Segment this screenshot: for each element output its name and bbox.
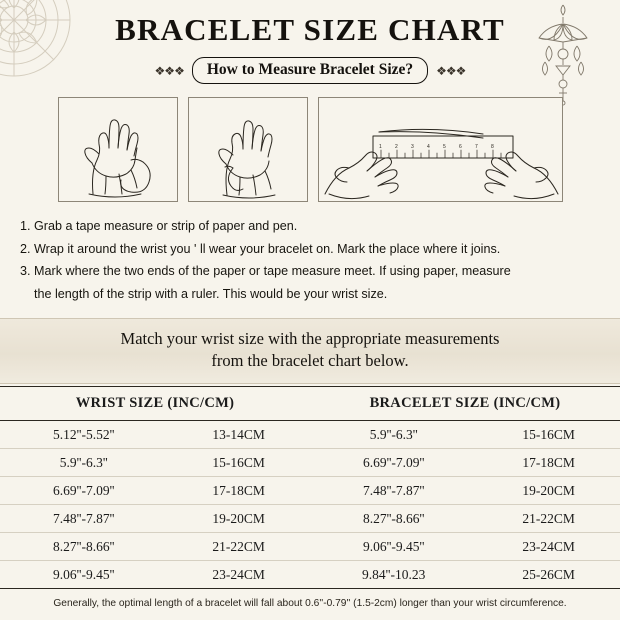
- cell-bracelet-cm: 15-16CM: [477, 421, 620, 449]
- svg-text:4: 4: [426, 144, 430, 150]
- table-row: [0, 421, 620, 449]
- cell-wrist-inch: 5.9''-6.3'': [0, 449, 167, 477]
- cell-wrist-cm: 17-18CM: [167, 477, 310, 505]
- subtitle-badge: How to Measure Bracelet Size?: [192, 57, 428, 84]
- svg-text:1: 1: [378, 144, 382, 150]
- step-2: 2. Wrap it around the wrist you ' ll wear your bracelet on. Mark the place where it joins.: [20, 241, 501, 256]
- cell-wrist-cm: 15-16CM: [167, 449, 310, 477]
- band-line-1: Match your wrist size with the appropriate measurements: [120, 328, 500, 348]
- cell-bracelet-cm: 23-24CM: [477, 533, 620, 561]
- table-row: [0, 505, 620, 533]
- cell-wrist-cm: 23-24CM: [167, 561, 310, 589]
- cell-wrist-inch: 6.69''-7.09'': [0, 477, 167, 505]
- band-line-2: from the bracelet chart below.: [211, 350, 409, 370]
- cell-wrist-inch: 9.06''-9.45'': [0, 561, 167, 589]
- cell-bracelet-cm: 19-20CM: [477, 477, 620, 505]
- measurement-steps: [20, 216, 600, 306]
- svg-text:7: 7: [474, 144, 478, 150]
- cell-bracelet-cm: 17-18CM: [477, 449, 620, 477]
- cell-wrist-inch: 5.12''-5.52'': [0, 421, 167, 449]
- hand-paper-strip-drawing-icon: [189, 98, 309, 203]
- svg-text:6: 6: [458, 144, 462, 150]
- svg-text:3: 3: [410, 144, 414, 150]
- page-title: BRACELET SIZE CHART: [115, 12, 505, 47]
- step-1: 1. Grab a tape measure or strip of paper and pen.: [20, 219, 298, 233]
- cell-wrist-inch: 7.48''-7.87'': [0, 505, 167, 533]
- cell-bracelet-inch: 6.69''-7.09'': [310, 449, 477, 477]
- step-3: 3. Mark where the two ends of the paper or tape measure meet. If using paper, measure: [20, 264, 511, 279]
- instruction-illustrations: [0, 97, 620, 202]
- hand-tape-drawing-icon: [59, 98, 179, 203]
- table-row: [0, 477, 620, 505]
- cell-bracelet-inch: 9.84''-10.23: [310, 561, 477, 589]
- cell-bracelet-cm: 21-22CM: [477, 505, 620, 533]
- cell-bracelet-inch: 5.9''-6.3'': [310, 421, 477, 449]
- match-instruction-band: [0, 318, 620, 385]
- illustration-hand-with-paper-strip: [188, 97, 308, 202]
- subtitle-row: [0, 57, 620, 84]
- illustration-measuring-with-ruler: [318, 97, 563, 202]
- header-wrist-size: WRIST SIZE (INC/CM): [0, 387, 310, 421]
- cell-wrist-cm: 19-20CM: [167, 505, 310, 533]
- table-row: [0, 561, 620, 589]
- cell-bracelet-inch: 7.48''-7.87'': [310, 477, 477, 505]
- left-ornament-icon: ❖❖❖: [154, 63, 184, 78]
- footnote: Generally, the optimal length of a bracelet will fall about 0.6''-0.79'' (1.5-2cm) longer than your wrist circumference.: [53, 598, 567, 610]
- illustration-hand-with-tape-measure: [58, 97, 178, 202]
- right-ornament-icon: ❖❖❖: [436, 63, 466, 78]
- svg-text:2: 2: [394, 144, 398, 150]
- cell-wrist-inch: 8.27''-8.66'': [0, 533, 167, 561]
- svg-text:5: 5: [442, 144, 446, 150]
- cell-bracelet-cm: 25-26CM: [477, 561, 620, 589]
- cell-wrist-cm: 21-22CM: [167, 533, 310, 561]
- table-row: [0, 449, 620, 477]
- svg-text:8: 8: [490, 144, 494, 150]
- table-header-row: [0, 387, 620, 421]
- cell-wrist-cm: 13-14CM: [167, 421, 310, 449]
- step-3-continued: the length of the strip with a ruler. This would be your wrist size.: [34, 286, 388, 301]
- cell-bracelet-inch: 8.27''-8.66'': [310, 505, 477, 533]
- size-chart-table: [0, 386, 620, 589]
- table-row: [0, 533, 620, 561]
- cell-bracelet-inch: 9.06''-9.45'': [310, 533, 477, 561]
- ruler-and-hands-drawing-icon: [319, 98, 564, 203]
- header-bracelet-size: BRACELET SIZE (INC/CM): [310, 387, 620, 421]
